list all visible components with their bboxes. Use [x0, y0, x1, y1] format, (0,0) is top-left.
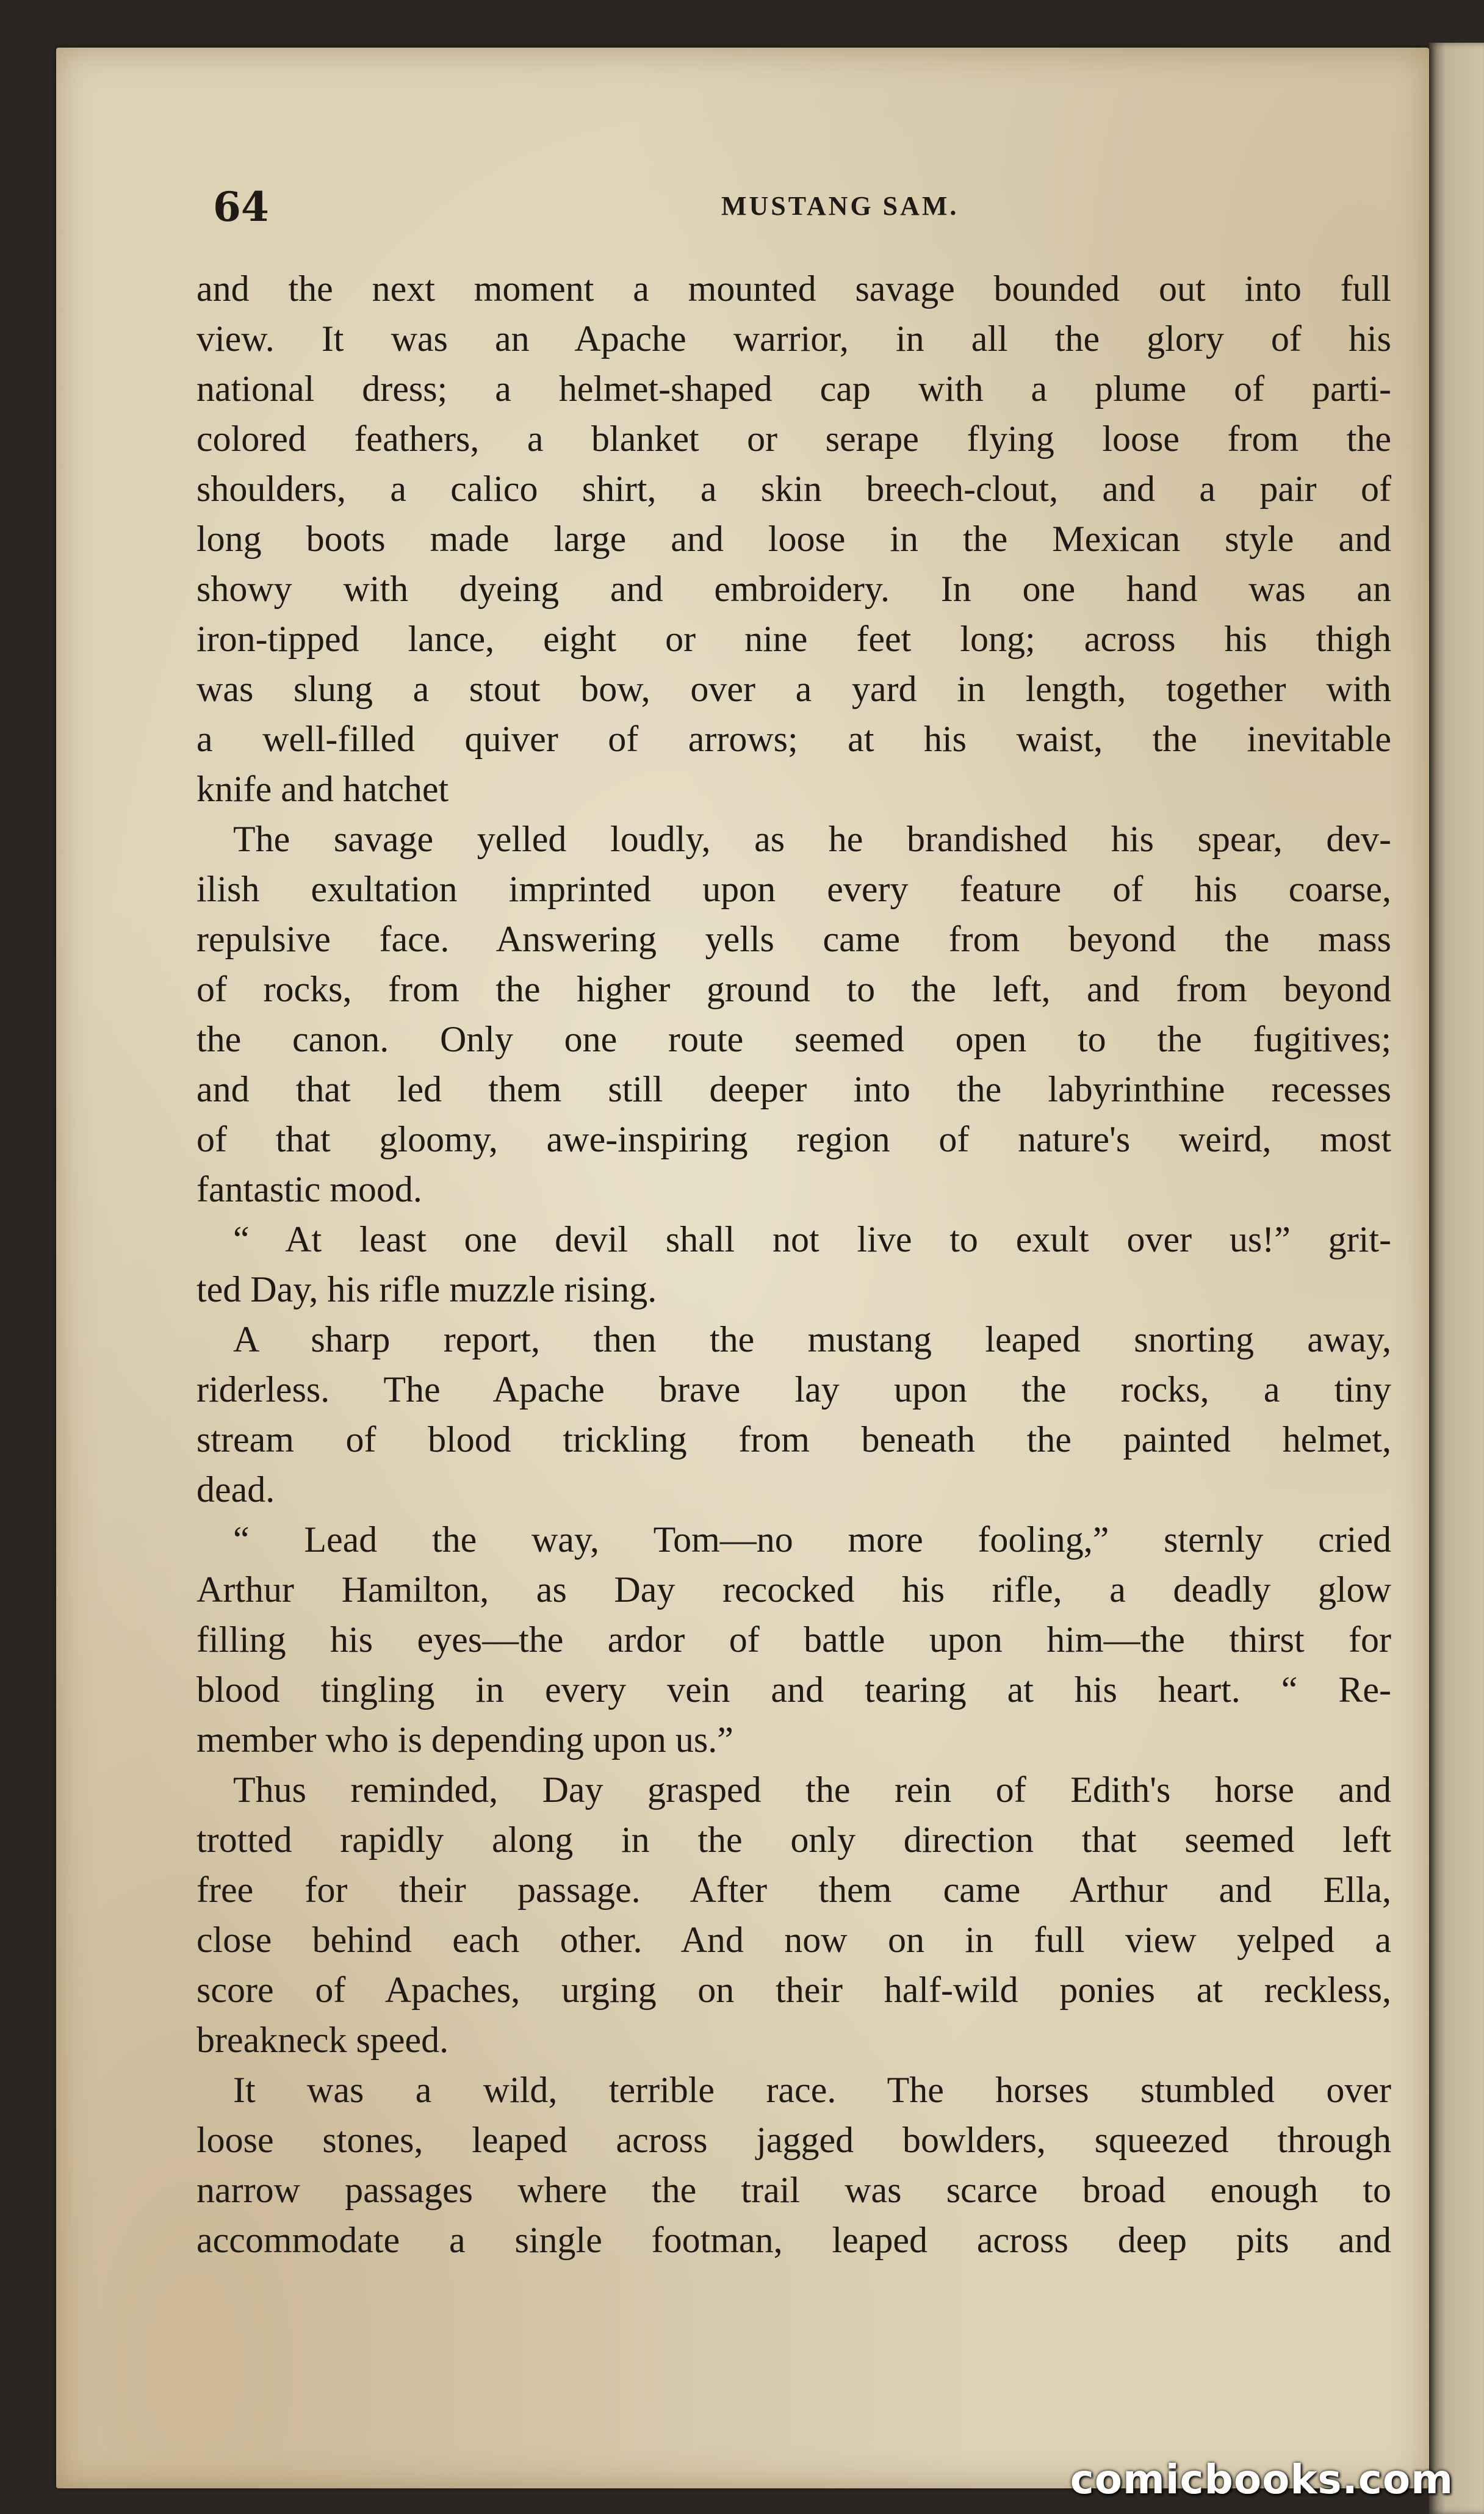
text-line: “ Lead the way, Tom—no more fooling,” sternly cried: [233, 1519, 1391, 1560]
text-line: close behind each other. And now on in full view yelped a: [196, 1920, 1391, 1960]
text-line: fantastic mood.: [196, 1169, 422, 1209]
text-line: dead.: [196, 1469, 275, 1510]
text-line: showy with dyeing and embroidery. In one hand was an: [196, 569, 1391, 609]
text-line: repulsive face. Answering yells came from beyond the mass: [196, 919, 1391, 959]
text-line: of rocks, from the higher ground to the left, and from beyond: [196, 969, 1391, 1009]
site-watermark: comicbooks.com: [1070, 2456, 1453, 2503]
text-line: breakneck speed.: [196, 2020, 449, 2060]
text-line: It was a wild, terrible race. The horses stumbled over: [233, 2070, 1391, 2110]
text-line: score of Apaches, urging on their half-wild ponies at reckless,: [196, 1970, 1391, 2010]
text-line: free for their passage. After them came Arthur and Ella,: [196, 1870, 1391, 1910]
text-line: The savage yelled loudly, as he brandished his spear, dev-: [233, 819, 1391, 859]
text-line: and that led them still deeper into the labyrinthine recesses: [196, 1069, 1391, 1109]
book-title: MUSTANG SAM.: [721, 191, 959, 221]
text-line: knife and hatchet: [196, 769, 449, 809]
text-line: A sharp report, then the mustang leaped snorting away,: [233, 1319, 1391, 1360]
text-line: a well-filled quiver of arrows; at his waist, the inevitable: [196, 719, 1391, 759]
text-line: narrow passages where the trail was scarce broad enough to: [196, 2170, 1391, 2210]
text-line: trotted rapidly along in the only direction that seemed left: [196, 1820, 1391, 1860]
text-line: of that gloomy, awe-inspiring region of nature's weird, most: [196, 1119, 1391, 1159]
text-line: loose stones, leaped across jagged bowlders, squeezed through: [196, 2120, 1391, 2160]
text-line: and the next moment a mounted savage bounded out into full: [196, 268, 1391, 309]
text-line: blood tingling in every vein and tearing at his heart. “ Re-: [196, 1669, 1391, 1710]
text-line: the canon. Only one route seemed open to the fugitives;: [196, 1019, 1391, 1059]
text-line: iron-tipped lance, eight or nine feet long; across his thigh: [196, 619, 1391, 659]
text-line: accommodate a single footman, leaped across deep pits and: [196, 2220, 1391, 2260]
text-line: member who is depending upon us.”: [196, 1720, 733, 1760]
body-text: [196, 264, 1391, 2265]
text-line: stream of blood trickling from beneath the painted helmet,: [196, 1419, 1391, 1460]
text-line: riderless. The Apache brave lay upon the rocks, a tiny: [196, 1369, 1391, 1410]
text-line: Thus reminded, Day grasped the rein of Edith's horse and: [233, 1770, 1391, 1810]
text-line: “ At least one devil shall not live to exult over us!” grit-: [233, 1219, 1391, 1259]
text-line: ilish exultation imprinted upon every feature of his coarse,: [196, 869, 1391, 909]
text-line: ted Day, his rifle muzzle rising.: [196, 1269, 657, 1309]
text-line: shoulders, a calico shirt, a skin breech-clout, and a pair of: [196, 469, 1391, 509]
text-line: view. It was an Apache warrior, in all the glory of his: [196, 319, 1391, 359]
text-line: long boots made large and loose in the Mexican style and: [196, 519, 1391, 559]
adjacent-page-edge: [1429, 43, 1484, 2514]
text-line: national dress; a helmet-shaped cap with a plume of parti-: [196, 369, 1391, 409]
running-head: [56, 183, 1429, 238]
text-line: Arthur Hamilton, as Day recocked his rifle, a deadly glow: [196, 1569, 1391, 1610]
text-line: colored feathers, a blanket or serape flying loose from the: [196, 419, 1391, 459]
text-line: filling his eyes—the ardor of battle upon him—the thirst for: [196, 1619, 1391, 1660]
text-line: was slung a stout bow, over a yard in length, together with: [196, 669, 1391, 709]
page-number: 64: [213, 183, 269, 231]
